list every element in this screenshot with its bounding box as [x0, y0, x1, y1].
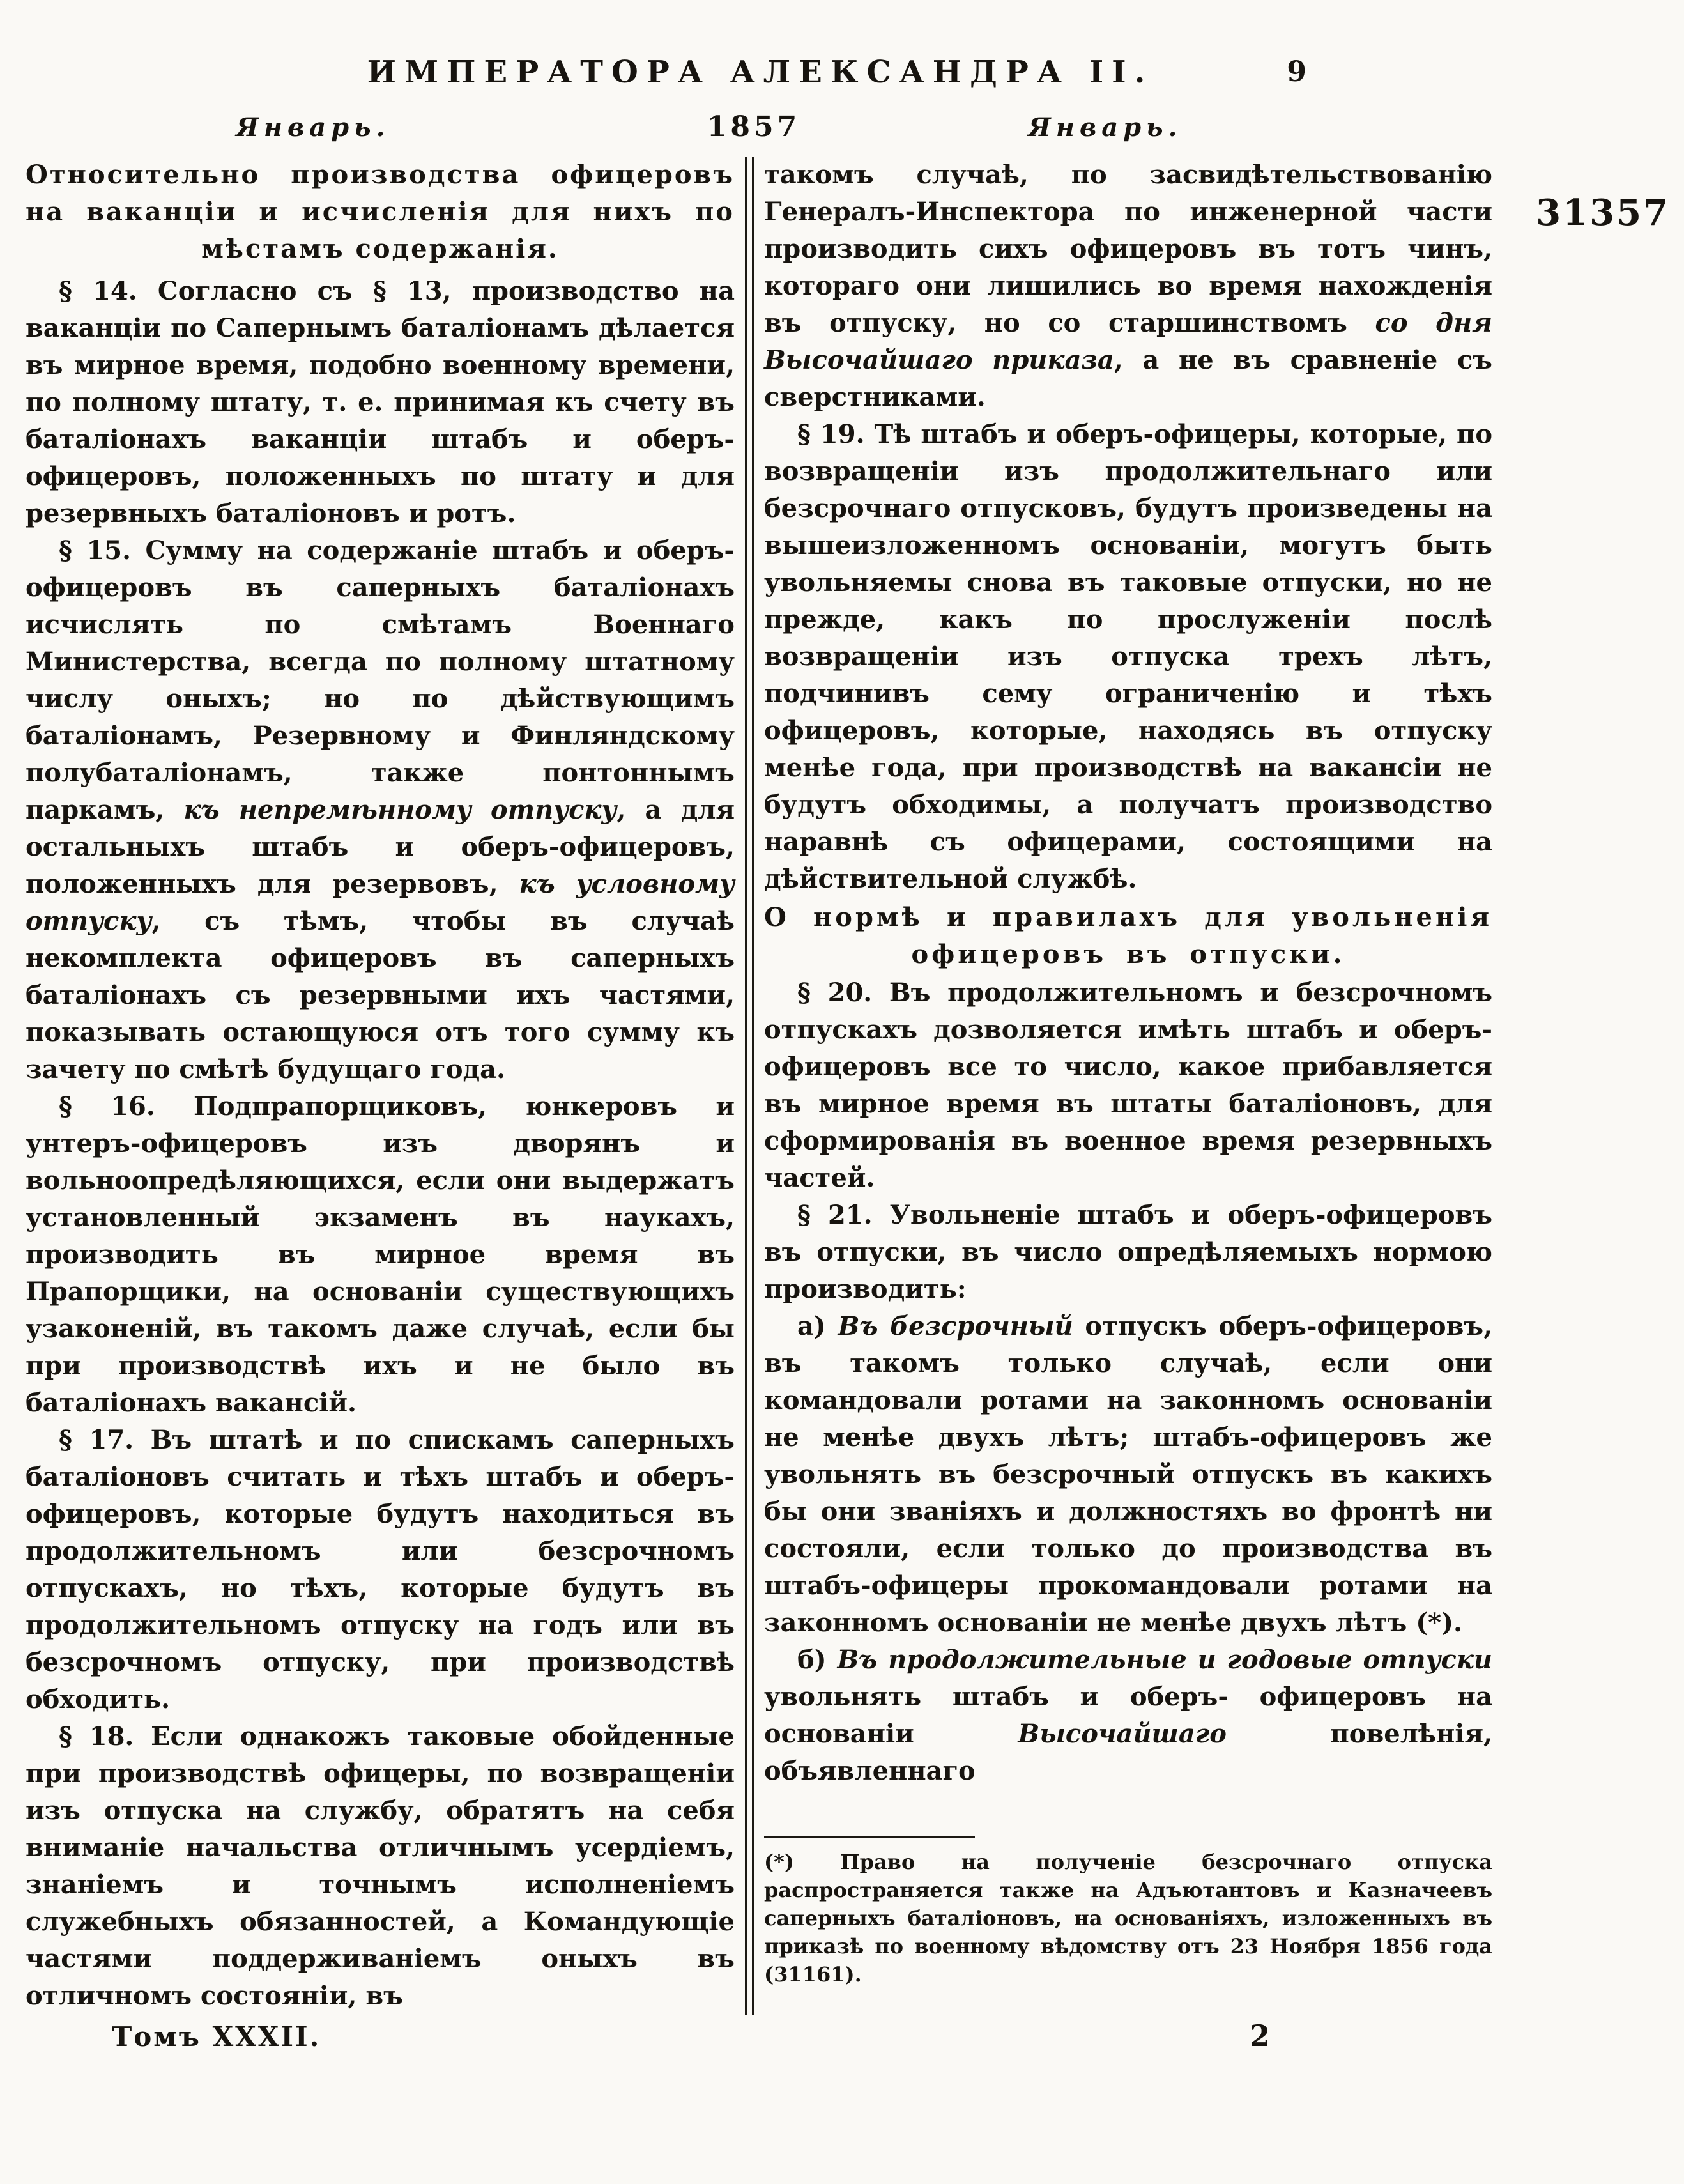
- page-content: [26, 54, 1495, 2053]
- paragraph-19: § 19. Тѣ штабъ и оберъ-офицеры, которые, по возвращеніи изъ продолжительнаго или безсрочнаго отпусковъ, будутъ произведены на вышеизложенномъ основаніи, могутъ быть увольняемы снова въ таковые отпуски, но не прежде, какъ по прослуженіи послѣ возвращеніи изъ отпуска трехъ лѣтъ, подчинивъ сему ограниченію и тѣхъ офицеровъ, которые, находясь въ отпуску менѣе года, при производствѣ на вакансіи не будутъ обходимы, а получатъ производство наравнѣ съ офицерами, состоящими на дѣйствительной службѣ.: [764, 419, 1492, 894]
- section-heading-leave-rules: О нормѣ и правилахъ для увольненія офицеровъ въ отпуски.: [764, 902, 1492, 969]
- paragraph-18-continued: такомъ случаѣ, по засвидѣтельствованію Генералъ-Инспектора по инженерной части производить сихъ офицеровъ въ тотъ чинъ, котораго они лишились во время нахожденія въ отпуску, но со старшинствомъ со дня Высочайшаго приказа, а не въ сравненіе съ сверстниками.: [764, 160, 1492, 412]
- paragraph-17: § 17. Въ штатѣ и по спискамъ саперныхъ баталіоновъ считать и тѣхъ штабъ и оберъ-офицеровъ, которые будутъ находиться въ продолжительномъ или безсрочномъ отпускахъ, но тѣхъ, которые будутъ въ продолжительномъ отпуску на годъ или въ безсрочномъ отпуску, при производствѣ обходить.: [26, 1425, 735, 1714]
- month-label-right: Январь.: [1028, 112, 1183, 142]
- footnote-asterisk: (*) Право на полученіе безсрочнаго отпуска распространяется также на Адъютантовъ и Казначеевъ саперныхъ баталіоновъ, на основаніяхъ, изложенныхъ въ приказѣ по военному вѣдомству отъ 23 Ноября 1856 года (31161).: [764, 1836, 1492, 1988]
- volume-label: Томъ XXXII.: [112, 2021, 321, 2052]
- month-label-left: Январь.: [236, 112, 390, 142]
- column-right: [764, 157, 1492, 2015]
- page-footer: [26, 2019, 1495, 2053]
- sheet-signature-number: 2: [1249, 2019, 1270, 2053]
- date-line: [26, 111, 1495, 151]
- act-number: 31357: [1536, 192, 1670, 234]
- paragraph-16: § 16. Подпрапорщиковъ, юнкеровъ и унтеръ-офицеровъ изъ дворянъ и вольноопредѣляющихся, если они выдержатъ установленный экзаменъ въ наукахъ, производить въ мирное время въ Прапорщики, на основаніи существующихъ узаконеній, въ такомъ даже случаѣ, если бы при производствѣ ихъ и не было въ баталіонахъ вакансій.: [26, 1091, 735, 1418]
- page-header: [26, 54, 1495, 104]
- column-left: [26, 157, 735, 2015]
- paragraph-21-item-a: а) Въ безсрочный отпускъ оберъ-офицеровъ, въ такомъ только случаѣ, если они командовали ротами на законномъ основаніи не менѣе двухъ лѣтъ; штабъ-офицеровъ же увольнять въ безсрочный отпускъ въ какихъ бы они званіяхъ и должностяхъ во фронтѣ ни состояли, если только до производства въ штабъ-офицеры прокомандовали ротами на законномъ основаніи не менѣе двухъ лѣтъ (*).: [764, 1311, 1492, 1638]
- column-divider-rule: [745, 157, 754, 2015]
- section-heading-vacancies: Относительно производства офицеровъ на ваканціи и исчисленія для нихъ по мѣстамъ содержанія.: [26, 160, 735, 264]
- paragraph-15: § 15. Сумму на содержаніе штабъ и оберъ-офицеровъ въ саперныхъ баталіонахъ исчислять по смѣтамъ Военнаго Министерства, всегда по полному штатному числу оныхъ; но по дѣйствующимъ баталіонамъ, Резервному и Финляндскому полубаталіонамъ, также понтоннымъ паркамъ, къ непремѣнному отпуску, а для остальныхъ штабъ и оберъ-офицеровъ, положенныхъ для резервовъ, къ условному отпуску, съ тѣмъ, чтобы въ случаѣ некомплекта офицеровъ въ саперныхъ баталіонахъ съ резервными ихъ частями, показывать остающуюся отъ того сумму къ зачету по смѣтѣ будущаго года.: [26, 535, 735, 1084]
- paragraph-21: § 21. Увольненіе штабъ и оберъ-офицеровъ въ отпуски, въ число опредѣляемыхъ нормою производить:: [764, 1200, 1492, 1304]
- paragraph-21-item-b: б) Въ продолжительные и годовые отпуски увольнять штабъ и оберъ- офицеровъ на основаніи Высочайшаго повелѣнія, объявленнаго: [764, 1645, 1492, 1786]
- page-number: 9: [1287, 56, 1306, 88]
- paragraph-14: § 14. Согласно съ § 13, производство на ваканціи по Сапернымъ баталіонамъ дѣлается въ мирное время, подобно военному времени, по полному штату, т. е. принимая къ счету въ баталіонахъ ваканціи штабъ и оберъ-офицеровъ, положенныхъ по штату и для резервныхъ баталіоновъ и ротъ.: [26, 276, 735, 528]
- page-title: ИМПЕРАТОРА АЛЕКСАНДРА II.: [367, 54, 1154, 90]
- paragraph-20: § 20. Въ продолжительномъ и безсрочномъ отпускахъ дозволяется имѣть штабъ и оберъ-офицеровъ все то число, какое прибавляется въ мирное время въ штаты баталіоновъ, для сформированія въ военное время резервныхъ частей.: [764, 978, 1492, 1193]
- year-label: 1857: [707, 111, 801, 143]
- two-column-text: [26, 157, 1495, 2015]
- paragraph-18: § 18. Если однакожъ таковые обойденные при производствѣ офицеры, по возвращеніи изъ отпуска на службу, обратятъ на себя вниманіе начальства отличнымъ усердіемъ, знаніемъ и точнымъ исполненіемъ служебныхъ обязанностей, а Командующіе частями поддерживаніемъ оныхъ въ отличномъ состояніи, въ: [26, 1721, 735, 2011]
